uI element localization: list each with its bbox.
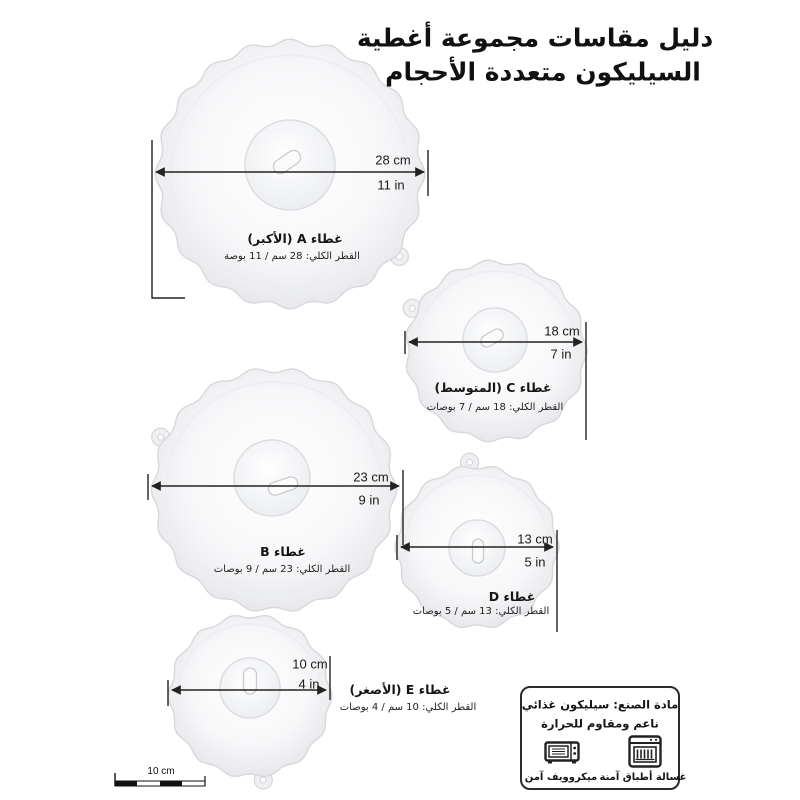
lid-d-name: غطاء D bbox=[488, 588, 536, 604]
material-property-line: ناعم ومقاوم للحرارة bbox=[541, 716, 659, 731]
lid-a-cm-label: 28 cm bbox=[375, 152, 411, 168]
lid-b-tab-hole bbox=[158, 434, 164, 440]
page-title-line-2: السيليكون متعددة الأحجام bbox=[385, 57, 701, 87]
lid-e-tab-hole bbox=[260, 777, 266, 783]
lid-a-diameter-text: القطر الكلي: 28 سم / 11 بوصة bbox=[224, 251, 360, 262]
microwave-safe-label: ميكروويف آمن bbox=[524, 772, 598, 783]
lid-e-cm-label: 10 cm bbox=[292, 656, 328, 672]
lid-c-cm-label: 18 cm bbox=[544, 323, 580, 339]
lid-a-name: غطاء A (الأكبر) bbox=[247, 230, 343, 246]
lid-e-diameter-text: القطر الكلي: 10 سم / 4 بوصات bbox=[339, 702, 477, 713]
scale-bar-segment bbox=[160, 781, 182, 786]
lid-b-in-label: 9 in bbox=[358, 492, 380, 508]
lid-a-in-label: 11 in bbox=[377, 177, 405, 193]
lid-e-illustration bbox=[168, 616, 332, 789]
lid-b-cm-label: 23 cm bbox=[353, 469, 389, 485]
lid-d-cm-label: 13 cm bbox=[517, 531, 553, 547]
lids-layer bbox=[151, 39, 587, 789]
lid-b-center-disc bbox=[234, 440, 310, 516]
scale-bar-segment bbox=[115, 781, 137, 786]
lid-d-diameter-text: القطر الكلي: 13 سم / 5 بوصات bbox=[412, 606, 550, 617]
page-title-line-1: دليل مقاسات مجموعة أغطية bbox=[356, 23, 714, 53]
material-info-box bbox=[520, 686, 687, 790]
lid-e-in-label: 4 in bbox=[298, 676, 320, 692]
scale-bar-segment bbox=[182, 781, 205, 786]
lid-b-name: غطاء B bbox=[260, 543, 306, 559]
lid-c-name: غطاء C (المتوسط) bbox=[434, 379, 552, 395]
lid-c-in-label: 7 in bbox=[550, 346, 572, 362]
lid-d-tab-hole bbox=[467, 459, 473, 465]
lid-d-in-label: 5 in bbox=[524, 554, 546, 570]
lid-a-tab-hole bbox=[396, 253, 402, 259]
microwave-icon bbox=[544, 741, 580, 765]
lid-d-handle bbox=[473, 539, 484, 563]
dishwasher-icon bbox=[628, 735, 662, 768]
scale-bar-label: 10 cm bbox=[147, 766, 175, 777]
scale-bar-segment bbox=[137, 781, 160, 786]
dishwasher-safe-label: غسالة أطباق آمنة bbox=[599, 772, 687, 783]
lid-b-diameter-text: القطر الكلي: 23 سم / 9 بوصات bbox=[213, 564, 351, 575]
lid-c-tab-hole bbox=[409, 305, 415, 311]
lid-c-diameter-text: القطر الكلي: 18 سم / 7 بوصات bbox=[426, 402, 564, 413]
lid-e-name: غطاء E (الأصغر) bbox=[349, 681, 451, 697]
material-line: مادة الصنع: سيليكون غذائي bbox=[521, 697, 679, 712]
